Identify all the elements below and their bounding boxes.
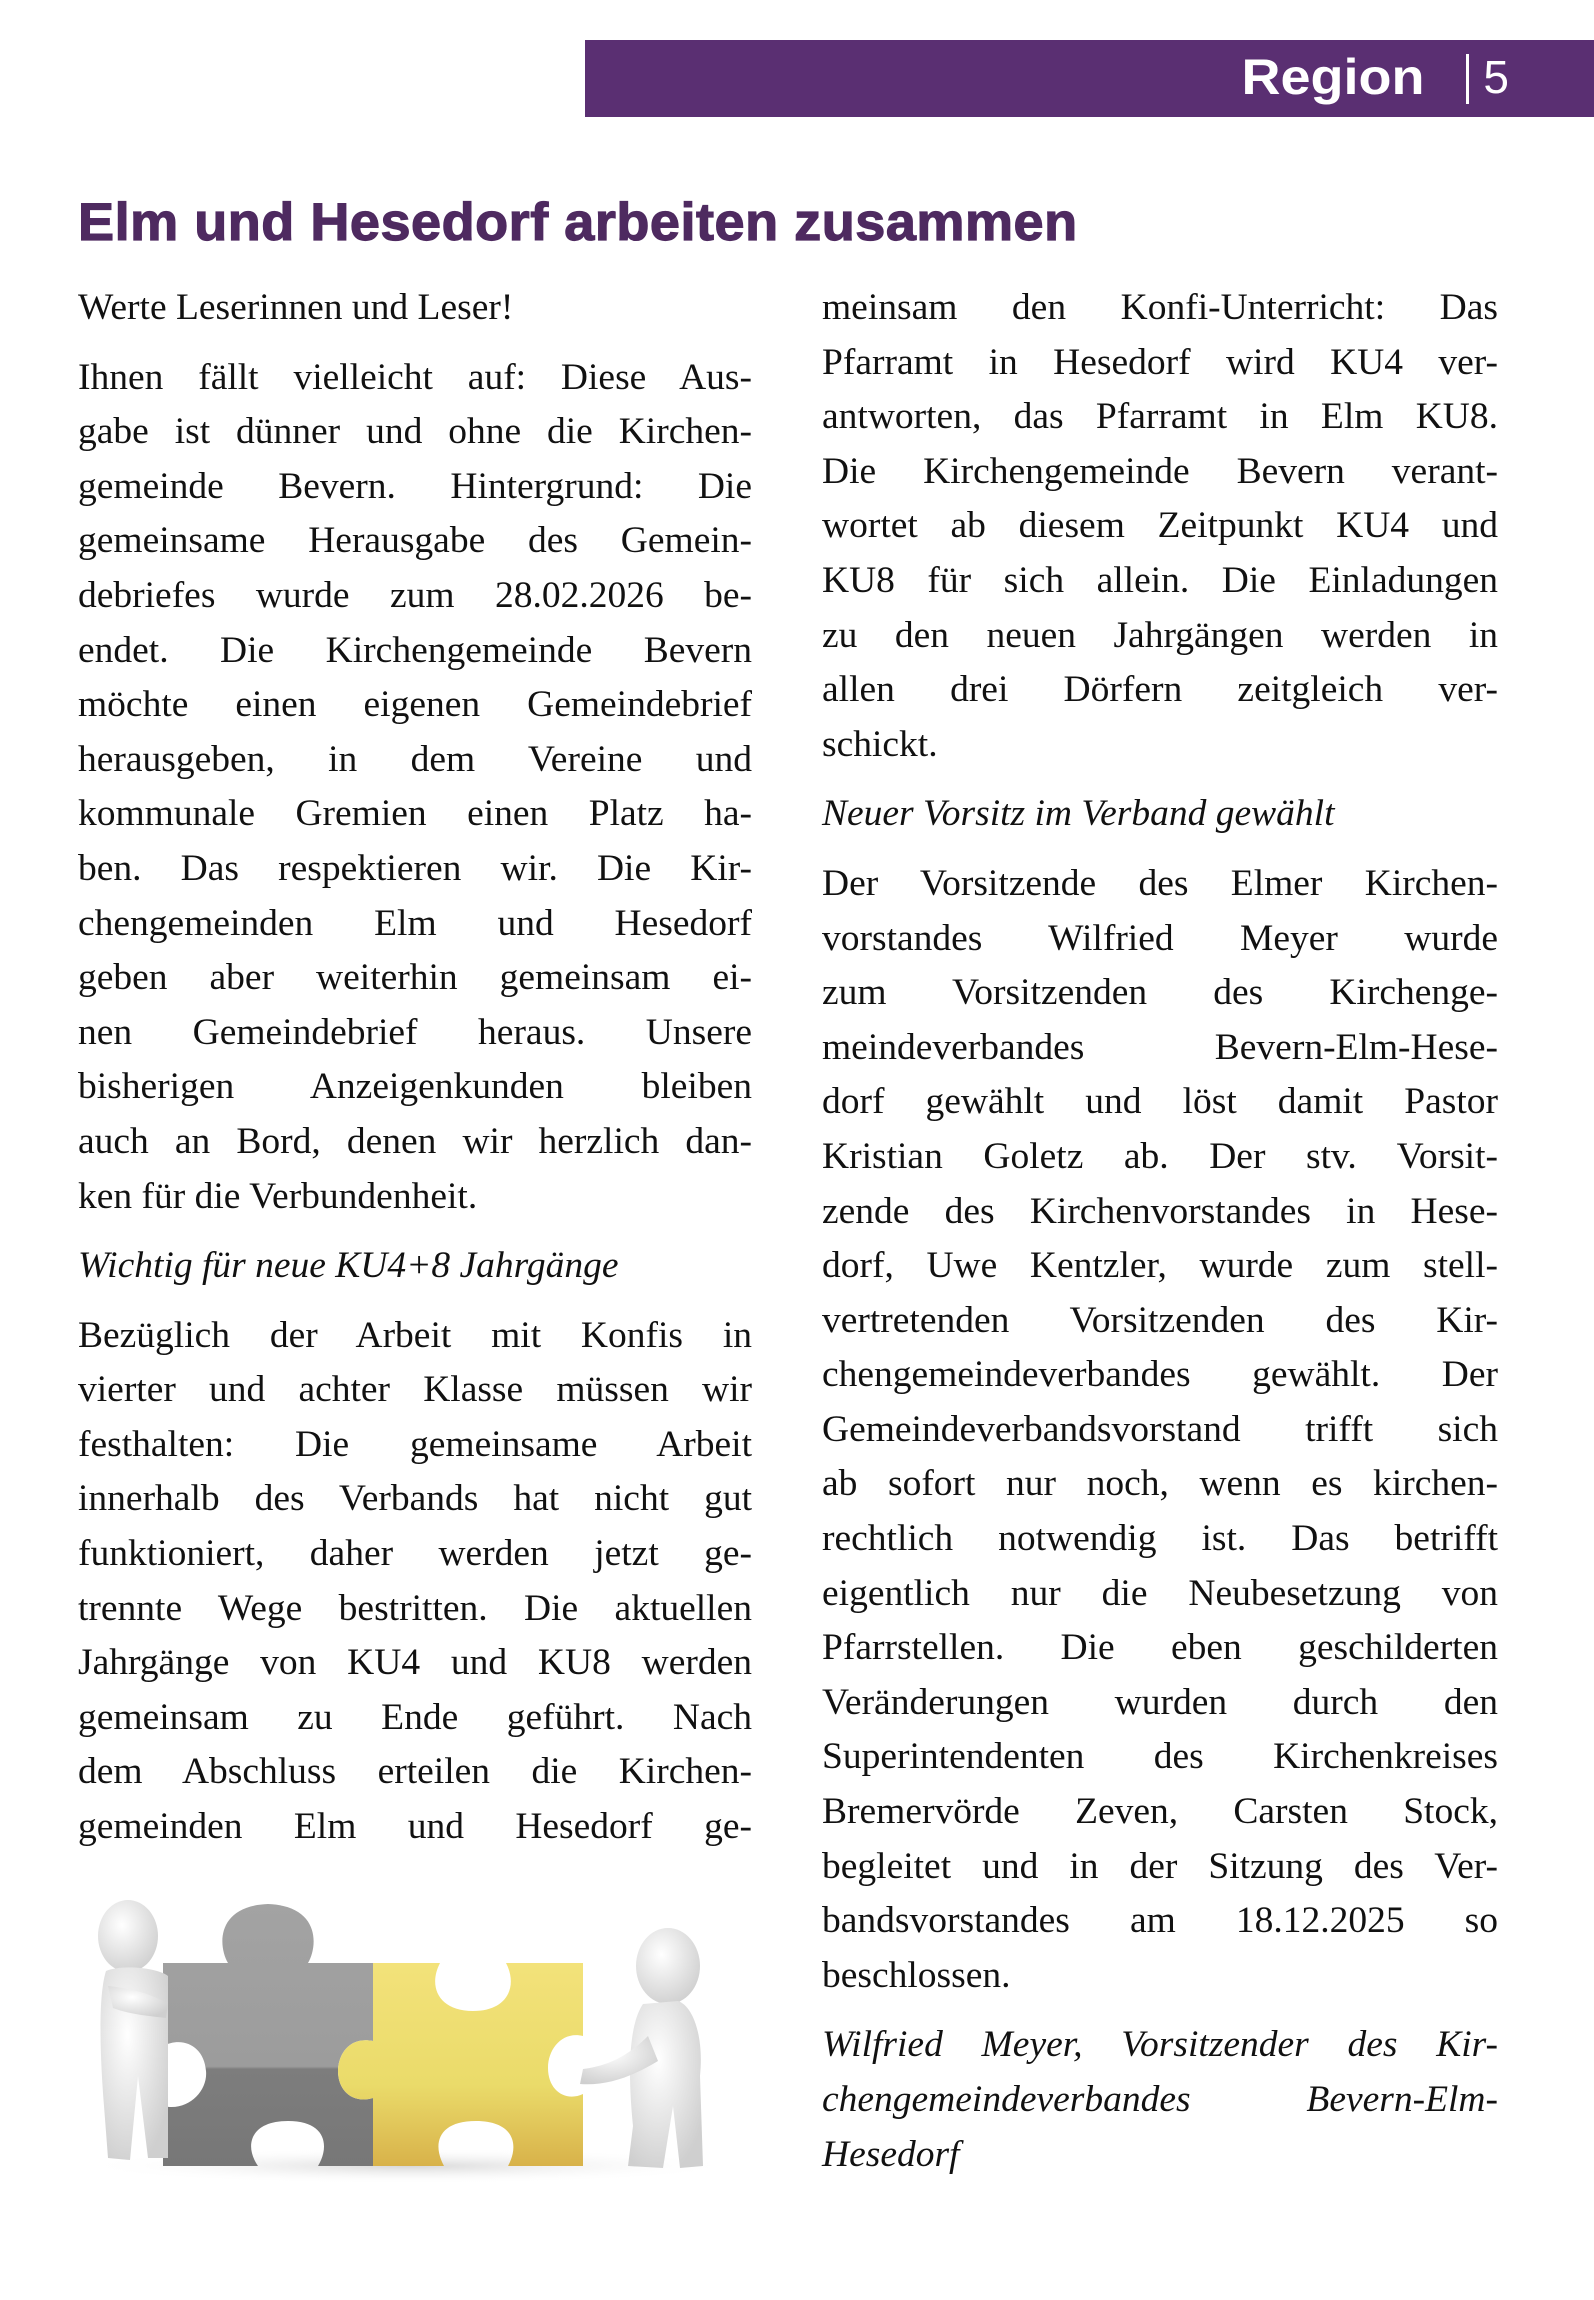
text-line: innerhalb des Verbands hat nicht gut — [78, 1478, 752, 1520]
text-line: allen drei Dörfern zeitgleich ver- — [822, 669, 1498, 711]
text-line: zende des Kirchenvorstandes in Hese- — [822, 1190, 1498, 1232]
text-line: möchte einen eigenen Gemeindebrief — [78, 684, 752, 726]
text-line: ben. Das respektieren wir. Die Kir- — [78, 847, 752, 889]
text-line: gabe ist dünner und ohne die Kirchen- — [78, 411, 752, 453]
text-line: Der Vorsitzende des Elmer Kirchen- — [822, 862, 1498, 904]
text-line: eigentlich nur die Neubesetzung von — [822, 1572, 1498, 1614]
paragraph-konfis — [78, 1309, 752, 1855]
text-line: trennte Wege bestritten. Die aktuellen — [78, 1587, 752, 1629]
text-line: festhalten: Die gemeinsame Arbeit — [78, 1423, 752, 1465]
text-line: wortet ab diesem Zeitpunkt KU4 und — [822, 505, 1498, 547]
subheading-neuer-vorsitz: Neuer Vorsitz im Verband gewählt — [822, 793, 1335, 835]
subheading-ku-jahrgaenge: Wichtig für neue KU4+8 Jahrgänge — [78, 1245, 619, 1287]
text-line: meinsam den Konfi-Unterricht: Das — [822, 287, 1498, 328]
text-line: endet. Die Kirchengemeinde Bevern — [78, 629, 752, 671]
text-line: Bremervörde Zeven, Carsten Stock, — [822, 1791, 1498, 1833]
text-line: Die Kirchengemeinde Bevern verant- — [822, 450, 1498, 492]
text-line: zum Vorsitzenden des Kirchenge- — [822, 972, 1498, 1014]
right-column — [822, 281, 1498, 2182]
text-line: Wilfried Meyer, Vorsitzender des Kir- — [822, 2024, 1498, 2066]
text-line: kommunale Gremien einen Platz ha- — [78, 793, 752, 835]
text-line: chengemeinden Elm und Hesedorf — [78, 902, 752, 944]
text-line: bandsvorstandes am 18.12.2025 so — [822, 1900, 1498, 1942]
text-line: gemeinden Elm und Hesedorf ge- — [78, 1806, 752, 1848]
greeting — [78, 281, 752, 336]
text-line: vorstandes Wilfried Meyer wurde — [822, 917, 1498, 959]
article-title: Elm und Hesedorf arbeiten zusammen — [78, 193, 1078, 252]
paragraph-konfis-continued — [822, 281, 1498, 772]
text-line: ab sofort nur noch, wenn es kirchen- — [822, 1463, 1498, 1505]
text-line: zu den neuen Jahrgängen werden in — [822, 614, 1498, 656]
text-line: Gemeindeverbandsvorstand trifft sich — [822, 1408, 1498, 1450]
left-figure — [98, 1900, 168, 2160]
text-line: Pfarramt in Hesedorf wird KU4 ver- — [822, 341, 1498, 383]
text-line: vertretenden Vorsitzenden des Kir- — [822, 1299, 1498, 1341]
text-line: beschlossen. — [822, 1954, 1011, 1996]
section-header-bar — [585, 40, 1594, 117]
gold-puzzle-piece — [338, 1963, 583, 2166]
text-line: gemeinsame Herausgabe des Gemein- — [78, 520, 752, 562]
text-line: Bezüglich der Arbeit mit Konfis in — [78, 1314, 752, 1356]
text-line: Pfarrstellen. Die eben geschilderten — [822, 1627, 1498, 1669]
text-line: dem Abschluss erteilen die Kirchen- — [78, 1751, 752, 1793]
text-line: Jahrgänge von KU4 und KU8 werden — [78, 1642, 752, 1684]
text-line: schickt. — [822, 723, 938, 765]
text-line: bisherigen Anzeigenkunden bleiben — [78, 1066, 752, 1108]
text-line: geben aber weiterhin gemeinsam ei- — [78, 957, 752, 999]
signature — [822, 2018, 1498, 2182]
text-line: rechtlich notwendig ist. Das betrifft — [822, 1518, 1498, 1560]
page-number: 5 — [1483, 51, 1509, 103]
text-line: Hesedorf — [822, 2133, 960, 2175]
header-separator — [1466, 54, 1469, 104]
text-line: chengemeindeverbandes Bevern-Elm- — [822, 2079, 1498, 2120]
left-column — [78, 281, 752, 1855]
text-line: funktioniert, daher werden jetzt ge- — [78, 1533, 752, 1575]
text-line: KU8 für sich allein. Die Einladungen — [822, 559, 1498, 601]
text-line: chengemeindeverbandes gewählt. Der — [822, 1354, 1498, 1396]
text-line: gemeinde Bevern. Hintergrund: Die — [78, 465, 752, 507]
text-line: dorf gewählt und löst damit Pastor — [822, 1081, 1498, 1123]
text-line: Veränderungen wurden durch den — [822, 1681, 1498, 1723]
text-line: meindeverbandes Bevern-Elm-Hese- — [822, 1026, 1498, 1068]
grey-puzzle-piece — [163, 1904, 373, 2166]
paragraph-intro — [78, 351, 752, 1225]
section-title: Region — [1241, 49, 1424, 105]
text-line: Ihnen fällt vielleicht auf: Diese Aus- — [78, 356, 752, 398]
text-line: Werte Leserinnen und Leser! — [78, 287, 514, 328]
text-line: ken für die Verbundenheit. — [78, 1175, 478, 1217]
text-line: herausgeben, in dem Vereine und — [78, 738, 752, 780]
text-line: debriefes wurde zum 28.02.2026 be- — [78, 574, 752, 616]
text-line: gemeinsam zu Ende geführt. Nach — [78, 1696, 752, 1738]
text-line: auch an Bord, denen wir herzlich dan- — [78, 1120, 752, 1162]
text-line: vierter und achter Klasse müssen wir — [78, 1369, 752, 1411]
text-line: dorf, Uwe Kentzler, wurde zum stell- — [822, 1245, 1498, 1287]
text-line: nen Gemeindebrief heraus. Unsere — [78, 1011, 752, 1053]
text-line: antworten, das Pfarramt in Elm KU8. — [822, 396, 1498, 438]
text-line: Superintendenten des Kirchenkreises — [822, 1736, 1498, 1778]
paragraph-vorsitz — [822, 857, 1498, 2003]
text-line: Kristian Goletz ab. Der stv. Vorsit- — [822, 1135, 1498, 1177]
text-line: begleitet und in der Sitzung des Ver- — [822, 1845, 1498, 1887]
puzzle-image — [68, 1876, 748, 2186]
puzzle-illustration — [68, 1876, 748, 2186]
right-figure — [580, 1928, 703, 2168]
